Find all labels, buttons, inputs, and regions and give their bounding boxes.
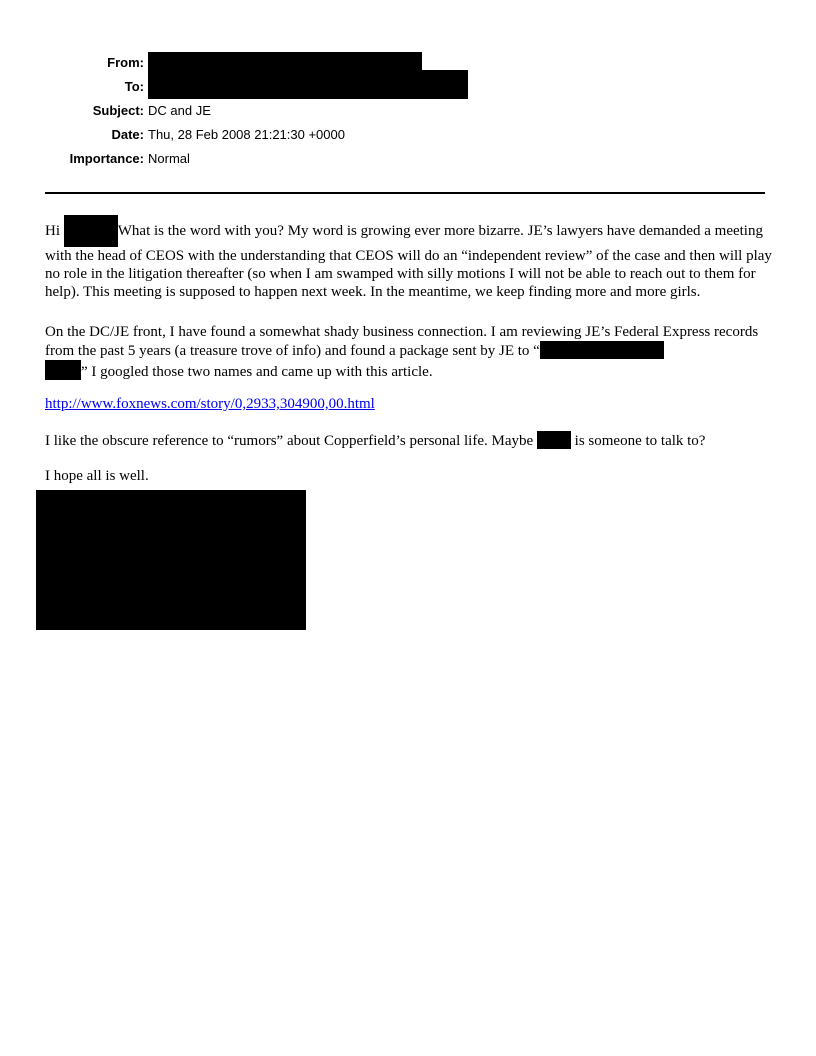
greeting: Hi (45, 223, 60, 239)
link-paragraph (45, 395, 773, 413)
recipient-name-redaction (64, 215, 118, 247)
fedex-recipient-redaction-1 (540, 341, 664, 359)
paragraph-2 (45, 323, 773, 381)
to-label: To: (124, 79, 144, 94)
paragraph-4 (45, 467, 773, 485)
subject-value: DC and JE (148, 103, 211, 118)
header-divider (45, 192, 765, 194)
subject-label: Subject: (92, 103, 144, 118)
paragraph-3-text-b: is someone to talk to? (574, 433, 706, 449)
fedex-recipient-redaction-2 (45, 360, 81, 380)
date-value: Thu, 28 Feb 2008 21:21:30 +0000 (148, 127, 345, 142)
closing-text: I hope all is well. (45, 468, 149, 484)
paragraph-3-text-a: I like the obscure reference to “rumors” about Copperfield’s personal life. Maybe (45, 433, 534, 449)
importance-row (0, 148, 816, 170)
paragraph-2-text-b: ” I googled those two names and came up with this article. (81, 364, 433, 380)
paragraph-3 (45, 431, 773, 450)
date-row (0, 124, 816, 146)
signature-redaction (36, 490, 306, 630)
paragraph-1-text: What is the word with you? My word is growing ever more bizarre. JE’s lawyers have demanded a meeting with the head of CEOS with the understanding that CEOS will do an “independent review” of the case and then will play no role in the litigation thereafter (so when I am swamped with silly motions I will not be able to reach out to them for help). This meeting is supposed to happen next week. In the meantime, we keep finding more and more girls. (45, 223, 772, 300)
foxnews-article-link[interactable]: http://www.foxnews.com/story/0,2933,304900,00.html (45, 396, 375, 412)
from-label: From: (107, 55, 144, 70)
from-redaction (148, 52, 422, 72)
date-label: Date: (111, 127, 144, 142)
name-redaction (537, 431, 571, 449)
importance-value: Normal (148, 151, 190, 166)
paragraph-2-text-a: On the DC/JE front, I have found a somewhat shady business connection. I am reviewing JE’s Federal Express records from the past 5 years (a treasure trove of info) and found a package sent by JE to “ (45, 324, 759, 359)
to-redaction (148, 70, 468, 99)
paragraph-1 (45, 215, 773, 301)
importance-label: Importance: (69, 151, 144, 166)
subject-row (0, 100, 816, 122)
